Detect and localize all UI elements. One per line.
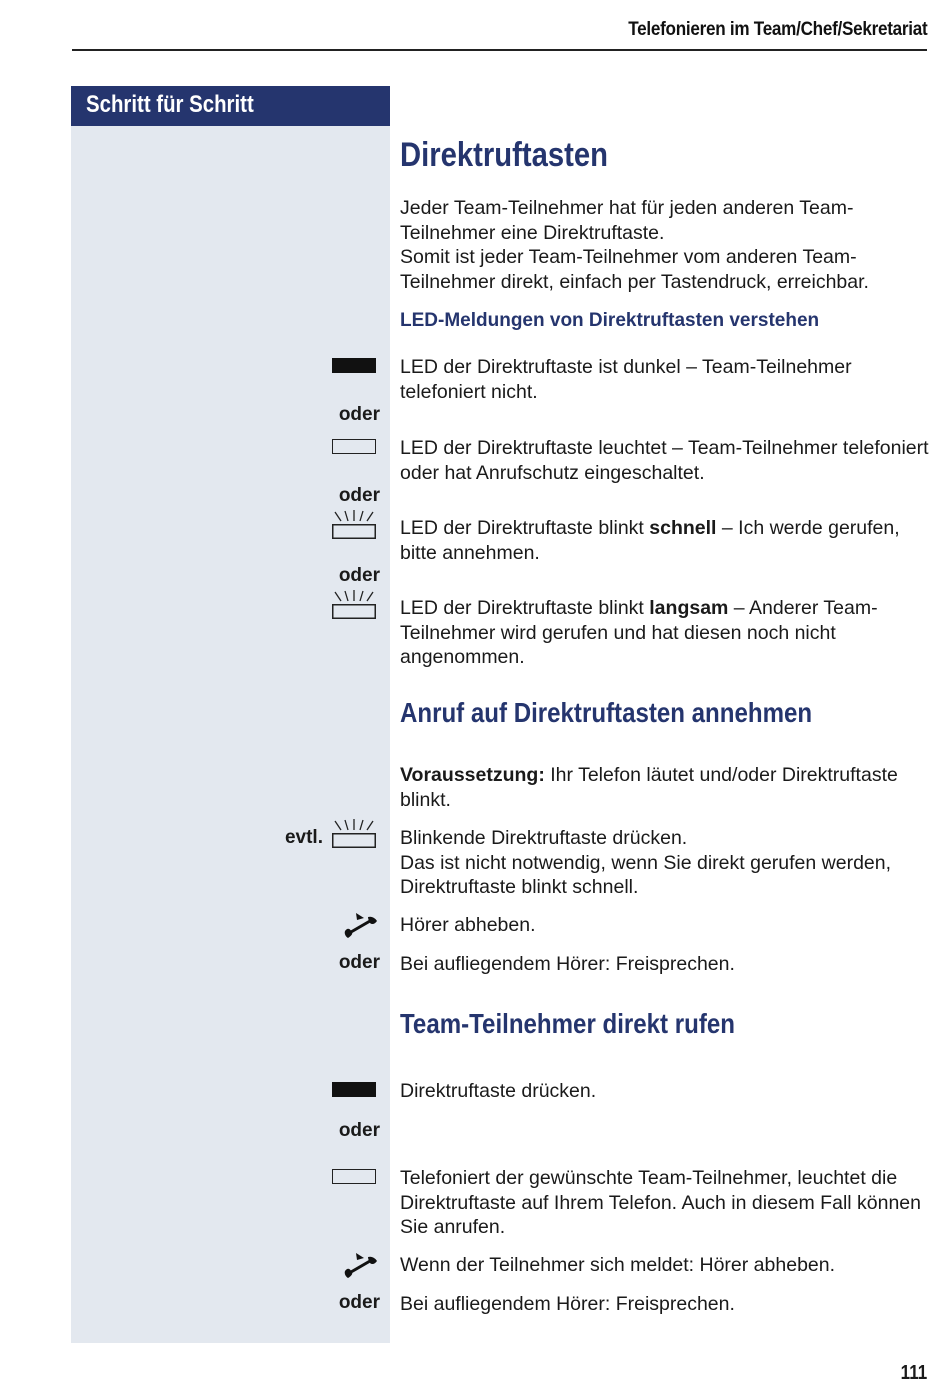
press-blinking-text: Blinkende Direktruftaste drücken. Das ist nicht notwendig, wenn Sie direkt gerufen werden, Direktruftaste blinkt schnell. xyxy=(400,827,892,898)
intro-paragraph xyxy=(400,196,930,294)
led-lit-icon xyxy=(332,1169,376,1184)
oder-label: oder xyxy=(338,404,380,425)
sidebar-column xyxy=(71,86,390,1343)
lift-handset-icon xyxy=(342,1253,378,1279)
subsection-title-led: LED-Meldungen von Direktruftasten verstehen xyxy=(400,310,820,331)
led-dark-text: LED der Direktruftaste ist dunkel – Team-Teilnehmer telefoniert nicht. xyxy=(400,356,852,403)
oder-label: oder xyxy=(338,1120,380,1141)
lift-handset-text: Hörer abheben. xyxy=(400,914,536,936)
press-key-text: Direktruftaste drücken. xyxy=(400,1080,597,1102)
led-blink-slow-text: LED der Direktruftaste blinkt langsam – Anderer Team-Teilnehmer wird gerufen und hat diesen noch nicht angenommen. xyxy=(400,597,878,668)
sidebar-header xyxy=(71,86,390,126)
section-title-direktruftasten: Direktruftasten xyxy=(400,136,608,174)
oder-label: oder xyxy=(338,485,380,506)
intro-text-2: Somit ist jeder Team-Teilnehmer vom anderen Team-Teilnehmer direkt, einfach per Tastendruck, erreichbar. xyxy=(400,246,869,293)
prerequisite-text: Voraussetzung: Ihr Telefon läutet und/oder Direktruftaste blinkt. xyxy=(400,764,898,811)
oder-label: oder xyxy=(338,565,380,586)
led-blink-fast-icon xyxy=(332,510,376,540)
led-lit-icon xyxy=(332,439,376,454)
section-title-anruf-annehmen: Anruf auf Direktruftasten annehmen xyxy=(400,697,813,728)
oder-label: oder xyxy=(338,952,380,973)
oder-label: oder xyxy=(338,1292,380,1313)
running-header-title: Telefonieren im Team/Chef/Sekretariat xyxy=(627,19,927,40)
busy-text: Telefoniert der gewünschte Team-Teilnehmer, leuchtet die Direktruftaste auf Ihrem Telefon. Auch in diesem Fall können Sie anrufen. xyxy=(400,1167,921,1238)
evtl-label: evtl. xyxy=(284,827,323,848)
led-dark-icon xyxy=(332,358,376,373)
intro-text-1: Jeder Team-Teilnehmer hat für jeden anderen Team-Teilnehmer eine Direktruftaste. xyxy=(400,197,854,244)
speakerphone-text: Bei aufliegendem Hörer: Freisprechen. xyxy=(400,1293,735,1315)
page-number: 111 xyxy=(900,1362,927,1384)
speakerphone-text: Bei aufliegendem Hörer: Freisprechen. xyxy=(400,953,735,975)
lift-handset-icon xyxy=(342,913,378,939)
led-lit-text: LED der Direktruftaste leuchtet – Team-Teilnehmer telefoniert oder hat Anrufschutz eingeschaltet. xyxy=(400,437,929,484)
led-blink-fast-text: LED der Direktruftaste blinkt schnell – Ich werde gerufen, bitte annehmen. xyxy=(400,517,900,564)
led-blink-slow-icon xyxy=(332,590,376,620)
led-dark-icon xyxy=(332,1082,376,1097)
led-blink-icon xyxy=(332,819,376,849)
section-title-direkt-rufen: Team-Teilnehmer direkt rufen xyxy=(400,1008,735,1039)
sidebar-title: Schritt für Schritt xyxy=(86,91,254,118)
header-divider xyxy=(72,49,927,51)
answer-text: Wenn der Teilnehmer sich meldet: Hörer abheben. xyxy=(400,1254,836,1276)
